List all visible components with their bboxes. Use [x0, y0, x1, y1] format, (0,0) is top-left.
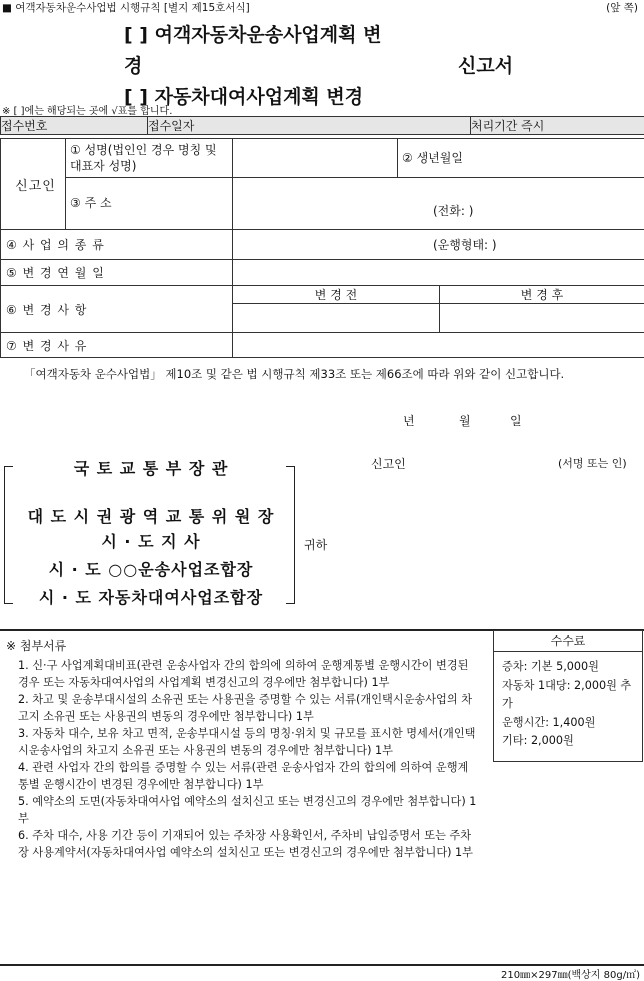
change-date-label: ⑤ 변 경 연 월 일 [1, 260, 233, 286]
change-date-field[interactable] [233, 260, 644, 286]
fee-box [493, 630, 643, 762]
business-type-field[interactable] [233, 230, 644, 260]
page-side-label: (앞 쪽) [606, 0, 638, 15]
title-line-3: [ ] 자동차대여사업계획 변경 [124, 82, 363, 109]
receipt-number-label: 접수번호 [1, 117, 148, 135]
after-change-header: 변 경 후 [440, 286, 644, 304]
fee-line: 증차: 기본 5,000원 [502, 658, 634, 677]
change-reason-field[interactable] [233, 333, 644, 358]
name-label: ① 성명(법인인 경우 명칭 및 대표자 성명) [66, 139, 233, 178]
receipt-bar [0, 116, 644, 135]
recipient-1: 국 토 교 통 부 장 관 [6, 456, 296, 479]
signer-label: 신고인 [371, 455, 406, 472]
name-field[interactable] [233, 139, 398, 178]
form-reference: ■ 여객자동차운수사업법 시행규칙 [별지 제15호서식] [2, 0, 250, 15]
recipient-3: 시 · 도 지 사 [6, 529, 296, 552]
recipient-2: 대 도 시 권 광 역 교 통 위 원 장 [6, 504, 296, 527]
date-day: 일 [510, 412, 522, 429]
signature-label: (서명 또는 인) [558, 455, 627, 471]
processing-period-label: 처리기간 즉시 [471, 117, 644, 135]
date-year: 년 [403, 412, 415, 429]
honorific: 귀하 [304, 536, 327, 553]
before-change-field[interactable] [233, 304, 440, 333]
operation-type-label: (운행형태: ) [433, 238, 497, 252]
birth-date-label: ② 생년월일 [402, 151, 463, 165]
birth-date-field[interactable] [398, 139, 644, 178]
attachments-title: ※ 첨부서류 [6, 637, 66, 654]
title-line-2a: 경 [124, 51, 142, 78]
before-change-header: 변 경 전 [233, 286, 440, 304]
recipient-4: 시 · 도 ○○운송사업조합장 [6, 557, 296, 580]
checkbox-note: ※ [ ]에는 해당되는 곳에 √표를 합니다. [2, 102, 172, 117]
recipient-5: 시 · 도 자동차대여사업조합장 [6, 585, 296, 608]
attachment-item: 2. 차고 및 운송부대시설의 소유권 또는 사용권을 증명할 수 있는 서류(개인택시운송사업의 차고지 소유권 또는 사용권의 변동의 경우에만 첨부합니다) 1부 [18, 691, 478, 725]
phone-label: (전화: ) [433, 204, 473, 218]
fee-title: 수수료 [494, 631, 642, 652]
change-reason-label: ⑦ 변 경 사 유 [1, 333, 233, 358]
applicant-label: 신고인 [1, 139, 66, 230]
paper-spec: 210㎜×297㎜(백상지 80g/㎡) [501, 966, 640, 981]
attachment-item: 4. 관련 사업자 간의 합의를 증명할 수 있는 서류(관련 운송사업자 간의 합의에 의하여 운행계통별 운행시간이 변경된 경우에만 첨부합니다) 1부 [18, 759, 478, 793]
title-line-1: [ ] 여객자동차운송사업계획 변 [124, 20, 381, 47]
fee-line: 자동차 1대당: 2,000원 추가 [502, 677, 634, 714]
receipt-date-label: 접수일자 [148, 117, 471, 135]
attachments-list [18, 657, 478, 861]
address-field[interactable] [233, 178, 644, 230]
fee-line: 기타: 2,000원 [502, 732, 634, 751]
business-type-label: ④ 사 업 의 종 류 [1, 230, 233, 260]
attachment-item: 5. 예약소의 도면(자동차대여사업 예약소의 설치신고 또는 변경신고의 경우에만 첨부합니다) 1부 [18, 793, 478, 827]
date-month: 월 [459, 412, 471, 429]
fee-line: 운행시간: 1,400원 [502, 714, 634, 733]
declaration-statement: 「여객자동차 운수사업법」 제10조 및 같은 법 시행규칙 제33조 또는 제66조에 따라 위와 같이 신고합니다. [12, 364, 638, 384]
attachment-item: 6. 주차 대수, 사용 기간 등이 기재되어 있는 주차장 사용확인서, 주차비 납입증명서 또는 주차장 사용계약서(자동차대여사업 예약소의 설치신고 또는 변경신고의 경우에만 첨부합니다) 1부 [18, 827, 478, 861]
title-line-2b: 신고서 [458, 51, 513, 78]
after-change-field[interactable] [440, 304, 644, 333]
attachment-item: 3. 자동차 대수, 보유 차고 면적, 운송부대시설 등의 명칭·위치 및 규모를 표시한 명세서(개인택시운송사업의 차고지 소유권 또는 사용권의 변동의 경우에만 첨부합니다) 1부 [18, 725, 478, 759]
change-items-label: ⑥ 변 경 사 항 [1, 286, 233, 333]
address-label: ③ 주 소 [66, 178, 233, 230]
attachment-item: 1. 신·구 사업계획대비표(관련 운송사업자 간의 합의에 의하여 운행계통별 운행시간이 변경된 경우 또는 자동차대여사업의 사업계획 변경신고의 경우에만 첨부합니다) 1부 [18, 657, 478, 691]
report-form-table [0, 138, 644, 358]
